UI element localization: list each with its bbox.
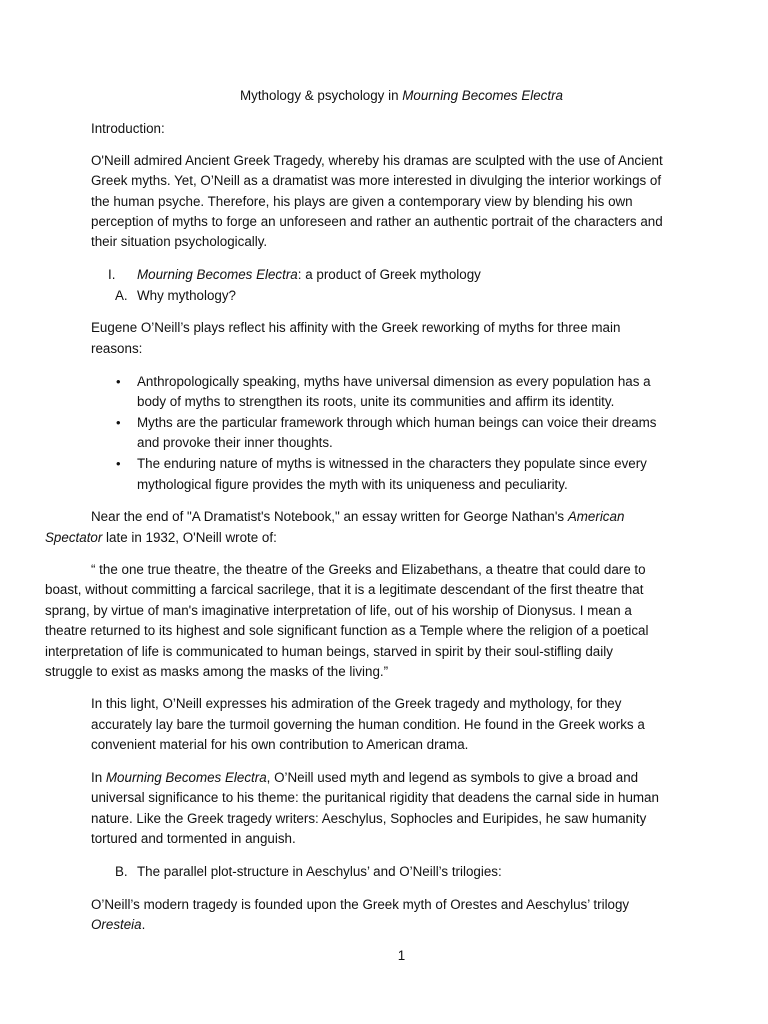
notebook-text: late in 1932, O'Neill wrote of: <box>102 530 277 545</box>
intro-line: O'Neill admired Ancient Greek Tragedy, whereby his dramas are sculpted with the use of Ancient <box>91 153 663 168</box>
list-item-line: mythological figure provides the myth with its uniqueness and peculiarity. <box>137 477 568 492</box>
intro-line: their situation psychologically. <box>91 234 268 249</box>
notebook-line <box>91 509 624 525</box>
mbe-line: tortured and tormented in anguish. <box>91 831 296 846</box>
list-item-line: Anthropologically speaking, myths have universal dimension as every population has a <box>137 374 651 389</box>
notebook-text: Near the end of "A Dramatist's Notebook," an essay written for George Nathan's <box>91 509 568 524</box>
notebook-italic: American <box>567 509 625 524</box>
reasons-line: reasons: <box>91 341 143 356</box>
reasons-line: Eugene O’Neill’s plays reflect his affinity with the Greek reworking of myths for three main <box>91 320 621 335</box>
orestes-line: O’Neill’s modern tragedy is founded upon the Greek myth of Orestes and Aeschylus’ trilogy <box>91 897 630 912</box>
section-title-italic: Mourning Becomes Electra <box>137 267 298 282</box>
mbe-text: In <box>91 770 106 785</box>
intro-line: Greek myths. Yet, O’Neill as a dramatist was more interested in divulging the interior workings of <box>91 173 662 188</box>
section-title <box>137 267 481 283</box>
page-number: 1 <box>397 948 406 963</box>
quote-line: theatre returned to its highest and sole significant function as a Temple where the religion of a poetical <box>45 623 649 638</box>
title-plain: Mythology & psychology in <box>239 88 403 103</box>
intro-line: perception of myths to forge an unforeseen and rather an authentic portrait of the characters and <box>91 214 663 229</box>
quote-line: sprang, by virtue of man's imaginative interpretation of life, out of his worship of Dionysus. I mean a <box>45 603 632 618</box>
list-item-line: and provoke their inner thoughts. <box>137 435 333 450</box>
section-title: Why mythology? <box>137 288 236 303</box>
bullet-icon: • <box>116 415 121 430</box>
list-item-line: Myths are the particular framework through which human beings can voice their dreams <box>137 415 657 430</box>
section-title: The parallel plot-structure in Aeschylus’ and O’Neill’s trilogies: <box>137 864 502 879</box>
quote-line: struggle to exist as masks among the masks of the living.” <box>45 664 389 679</box>
intro-heading: Introduction: <box>91 121 165 136</box>
list-item-line: body of myths to strengthen its roots, unite its communities and affirm its identity. <box>137 394 615 409</box>
title-italic: Mourning Becomes Electra <box>402 88 564 103</box>
mbe-text: , O’Neill used myth and legend as symbols to give a broad and <box>266 770 639 785</box>
section-marker: A. <box>115 288 128 303</box>
bullet-icon: • <box>116 456 121 471</box>
quote-line: interpretation of life is communicated to human beings, starved in spirit by their soul-stifling daily <box>45 644 613 659</box>
section-marker: B. <box>115 864 128 879</box>
section-title-rest: : a product of Greek mythology <box>297 267 481 282</box>
light-line: accurately lay bare the turmoil governing the human condition. He found in the Greek works a <box>91 717 645 732</box>
mbe-line: nature. Like the Greek tragedy writers: Aeschylus, Sophocles and Euripides, he saw humanity <box>91 811 647 826</box>
bullet-icon: • <box>116 374 121 389</box>
mbe-line: universal significance to his theme: the puritanical rigidity that deadens the carnal side in human <box>91 790 659 805</box>
mbe-italic: Mourning Becomes Electra <box>105 770 267 785</box>
section-marker: I. <box>108 267 116 282</box>
orestes-text: . <box>141 917 146 932</box>
orestes-line <box>91 917 145 933</box>
orestes-italic: Oresteia <box>91 917 142 932</box>
quote-line: boast, without committing a farcical sacrilege, that it is a legitimate descendant of the first theatre that <box>45 582 644 597</box>
intro-line: the human psyche. Therefore, his plays are given a contemporary view by blending his own <box>91 194 633 209</box>
notebook-line <box>45 530 277 546</box>
light-line: In this light, O’Neill expresses his admiration of the Greek tragedy and mythology, for they <box>91 696 622 711</box>
page-title <box>0 88 768 104</box>
list-item-line: The enduring nature of myths is witnessed in the characters they populate since every <box>137 456 647 471</box>
quote-line: “ the one true theatre, the theatre of the Greeks and Elizabethans, a theatre that could dare to <box>91 562 646 577</box>
light-line: convenient material for his own contribution to American drama. <box>91 737 469 752</box>
notebook-italic: Spectator <box>45 530 103 545</box>
mbe-line <box>91 770 638 786</box>
